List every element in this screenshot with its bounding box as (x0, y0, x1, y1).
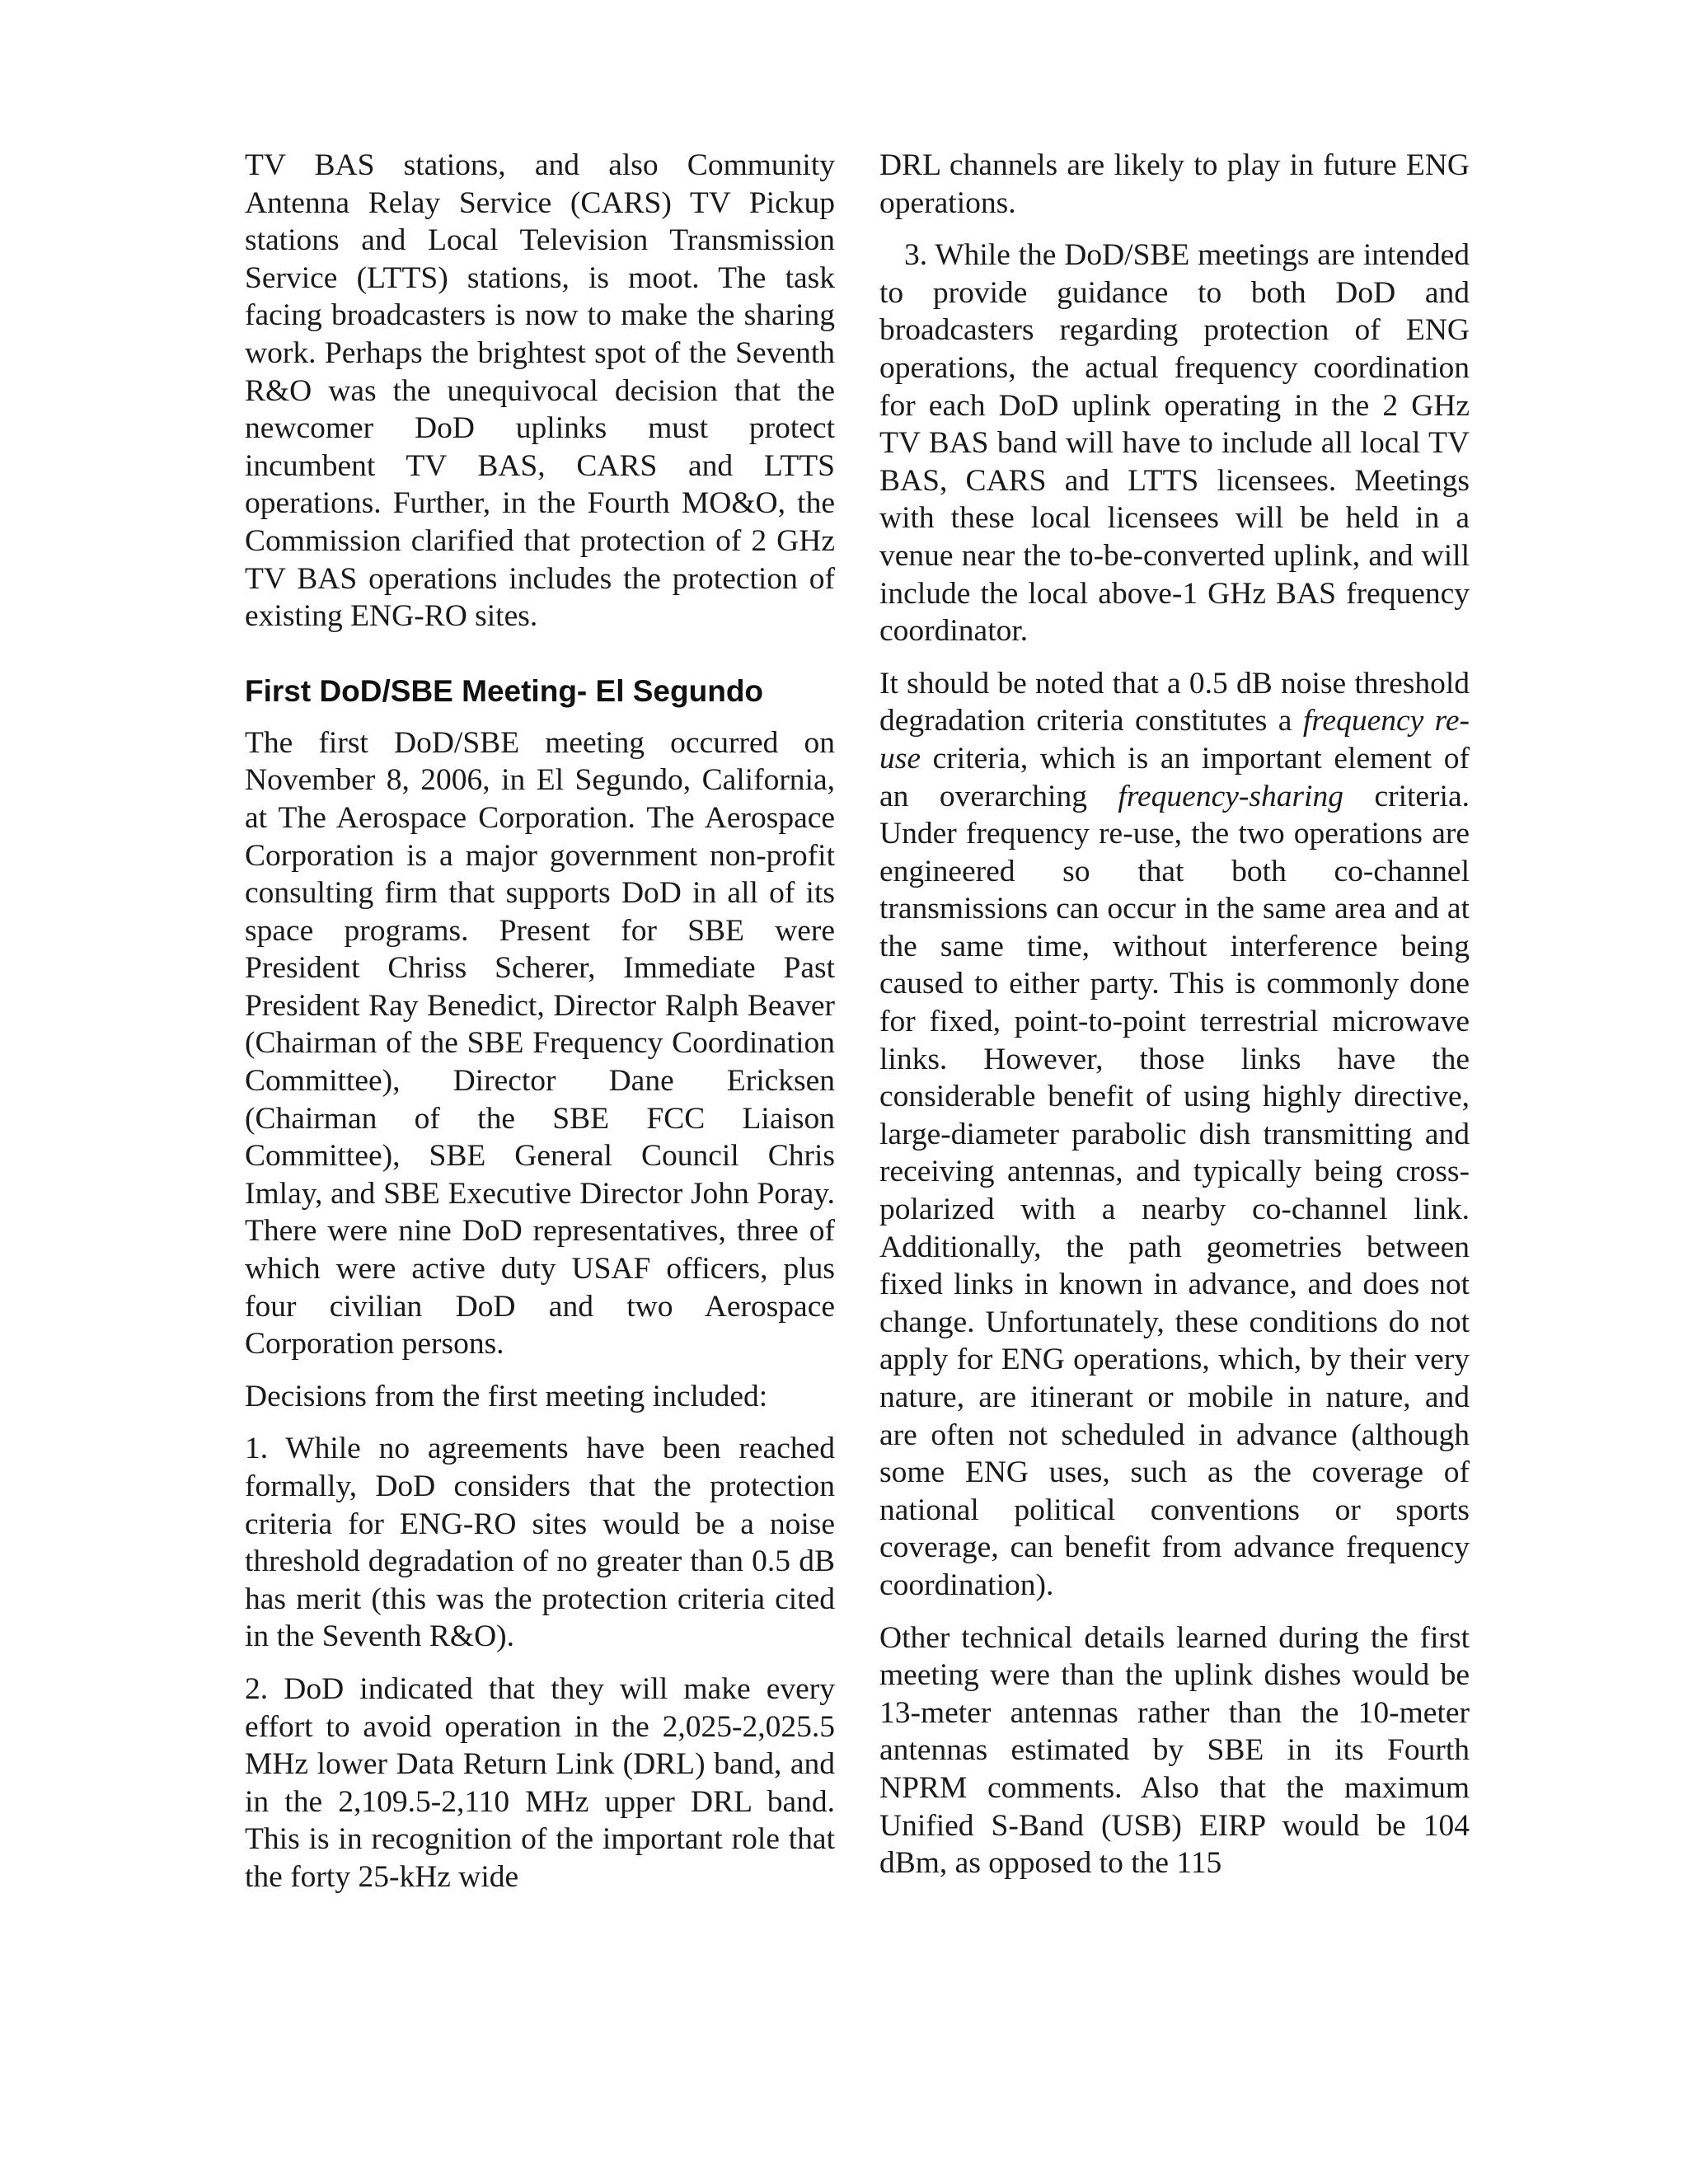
emphasis-text: frequency re-use (879, 704, 1470, 776)
paragraph: The first DoD/SBE meeting occurred on November 8, 2006, in El Segundo, California, at The Aerospace Corporation. The Aerospace Corporation is a major government non-profit consulting firm that supports DoD in all of its space programs. Present for SBE were President Chriss Scherer, Immediate Past President Ray Benedict, Director Ralph Beaver (Chairman of the SBE Frequency Coordination Committee), Director Dane Ericksen (Chairman of the SBE FCC Liaison Committee), SBE General Council Chris Imlay, and SBE Executive Director John Poray. There were nine DoD representatives, three of which were active duty USAF officers, plus four civilian DoD and two Aerospace Corporation persons. (245, 725, 835, 1361)
list-item: 2. DoD indicated that they will make every effort to avoid operation in the 2,025-2,025.5 MHz lower Data Return Link (DRL) band, and in the 2,109.5-2,110 MHz upper DRL band. This is in recognition of the important role that the forty 25-kHz wide (245, 1671, 835, 1894)
paragraph: DRL channels are likely to play in future ENG operations. (879, 148, 1470, 220)
text-run: criteria, which is an important element of an overarching (879, 741, 1470, 813)
paragraph (879, 665, 1470, 1605)
section-heading: First DoD/SBE Meeting- El Segundo (245, 673, 764, 708)
paragraph: Decisions from the first meeting included: (245, 1379, 768, 1413)
list-item: 3. While the DoD/SBE meetings are intended to provide guidance to both DoD and broadcasters regarding protection of ENG operations, the actual frequency coordination for each DoD uplink operating in the 2 GHz TV BAS band will have to include all local TV BAS, CARS and LTTS licensees. Meetings with these local licensees will be held in a venue near the to-be-converted uplink, and will include the local above-1 GHz BAS frequency coordinator. (879, 238, 1470, 649)
paragraph: Other technical details learned during the first meeting were than the uplink dishes would be 13-meter antennas rather than the 10-meter antennas estimated by SBE in its Fourth NPRM comments. Also that the maximum Unified S-Band (USB) EIRP would be 104 dBm, as opposed to the 115 (879, 1620, 1470, 1881)
right-column (879, 147, 1470, 1897)
list-item: 1. While no agreements have been reached formally, DoD considers that the protection criteria for ENG-RO sites would be a noise threshold degradation of no greater than 0.5 dB has merit (this was the protection criteria cited in the Seventh R&O). (245, 1432, 835, 1654)
paragraph: TV BAS stations, and also Community Antenna Relay Service (CARS) TV Pickup stations and Local Television Transmission Service (LTTS) stations, is moot. The task facing broadcasters is now to make the sharing work. Perhaps the brightest spot of the Seventh R&O was the unequivocal decision that the newcomer DoD uplinks must protect incumbent TV BAS, CARS and LTTS operations. Further, in the Fourth MO&O, the Commission clarified that protection of 2 GHz TV BAS operations includes the protection of existing ENG-RO sites. (245, 148, 835, 634)
text-run: criteria. Under frequency re-use, the two operations are engineered so that both co-channel transmissions can occur in the same area and at the same time, without interference being caused to either party. This is commonly done for fixed, point-to-point terrestrial microwave links. However, those links have the considerable benefit of using highly directive, large-diameter parabolic dish transmitting and receiving antennas, and typically being cross-polarized with a nearby co-channel link. Additionally, the path geometries between fixed links in known in advance, and does not change. Unfortunately, these conditions do not apply for ENG operations, which, by their very nature, are itinerant or mobile in nature, and are often not scheduled in advance (although some ENG uses, such as the coverage of national political conventions or sports coverage, can benefit from advance frequency coordination). (879, 779, 1470, 1602)
text-run: It should be noted that a 0.5 dB noise threshold degradation criteria constitutes a (879, 666, 1470, 738)
left-column (245, 147, 835, 1911)
emphasis-text: frequency-sharing (1118, 779, 1343, 813)
